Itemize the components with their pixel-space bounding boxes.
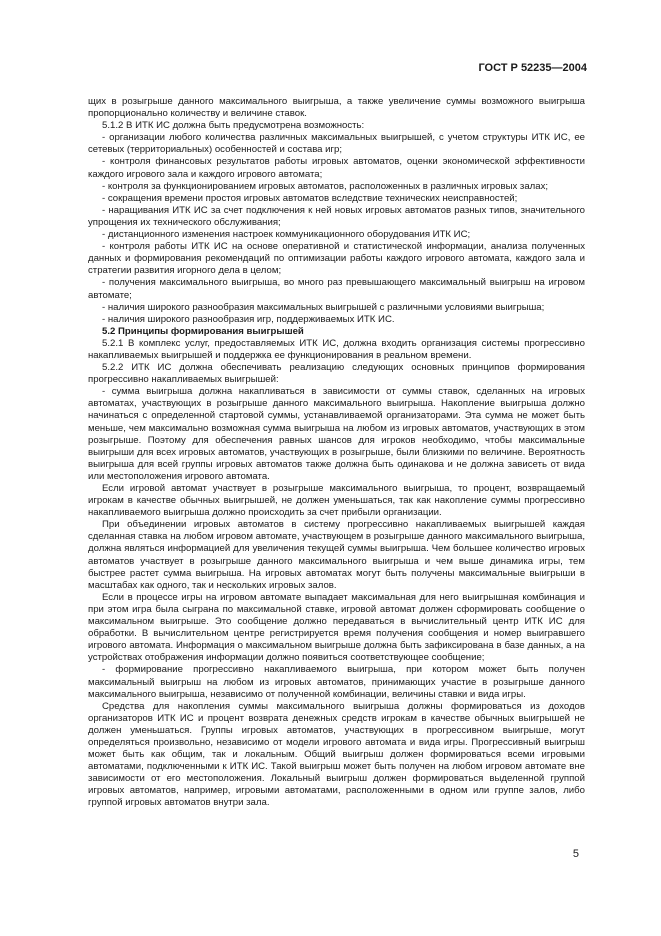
list-item: - формирование прогрессивно накапливаемого выигрыша, при котором может быть получен максимальный выигрыш на любом из игровых автоматов, принимающих участие в розыгрыше данного максимального выигрыша, независимо от полученной комбинации, величины ставки и вида игры. (88, 664, 585, 700)
list-item: - дистанционного изменения настроек коммуникационного оборудования ИТК ИС; (102, 229, 471, 241)
list-item: - контроля финансовых результатов работы игровых автоматов, оценки экономической эффективности каждого игрового зала и каждого игрового автомата; (88, 156, 585, 180)
document-id-header: ГОСТ Р 52235—2004 (478, 62, 587, 74)
list-item: - контроля работы ИТК ИС на основе оперативной и статистической информации, анализа полученных данных и формирования рекомендаций по оптимизации работы каждого игрового автомата, каждого зала и стратегии развития игорного дела в целом; (88, 241, 585, 277)
paragraph: щих в розыгрыше данного максимального выигрыша, а также увеличение суммы возможного выигрыша пропорционально количеству и величине ставок. (88, 96, 585, 120)
section-paragraph: 5.2.1 В комплекс услуг, предоставляемых ИТК ИС, должна входить организация системы прогрессивно накапливаемых выигрышей и поддержка ее функционирования в реальном времени. (88, 337, 585, 361)
paragraph: При объединении игровых автоматов в систему прогрессивно накапливаемых выигрышей каждая сделанная ставка на любом игровом автомате, участвующем в розыгрыше данного максимального выигрыша, должна являться информацией для увеличения текущей суммы выигрыша. Чем большее количество игровых автоматов участвует в розыгрыше данного максимального выигрыша и чем выше динамика игры, тем быстрее растет сумма выигрыша. На игровых автоматах могут быть получены максимальные выигрыши в масштабах как одного, так и нескольких игровых залов. (88, 519, 585, 591)
page-number: 5 (572, 848, 579, 860)
paragraph: Если игровой автомат участвует в розыгрыше максимального выигрыша, то процент, возвращаемый игрокам в качестве обычных выигрышей, не должен уменьшаться, так как накопление суммы прогрессивно накапливаемого выигрыша должно происходить за счет прибыли организации. (88, 483, 585, 519)
list-item: - наращивания ИТК ИС за счет подключения к ней новых игровых автоматов разных типов, значительного упрощения их технического обслуживания; (88, 204, 585, 228)
list-item: - получения максимального выигрыша, во много раз превышающего максимальный выигрыш на игровом автомате; (88, 277, 585, 301)
list-item: - организации любого количества различных максимальных выигрышей, с учетом структуры ИТК ИС, ее сетевых (территориальных) особенностей и состава игр; (88, 132, 585, 156)
list-item: - сумма выигрыша должна накапливаться в зависимости от суммы ставок, сделанных на игровых автоматах, участвующих в розыгрыше данного максимального выигрыша. Накопление выигрыша должно начинаться с определенной стартовой суммы, устанавливаемой организаторами. Эта сумма не может быть меньше, чем максимально возможная сумма выигрыша на любом из игровых автоматов, участвующих в этом розыгрыше. Поэтому для обеспечения равных шансов для игроков необходимо, чтобы максимальные выигрыши для всех игровых автоматов, участвующих в розыгрыше, были близкими по величине. Вероятность выигрыша для всей группы игровых автоматов также должна быть одинакова и не должна зависеть от вида или местоположения игрового автомата. (88, 386, 585, 482)
list-item: - наличия широкого разнообразия максимальных выигрышей с различными условиями выигрыша; (102, 301, 545, 313)
section-paragraph: 5.1.2 В ИТК ИС должна быть предусмотрена возможность: (102, 120, 365, 132)
paragraph: Если в процессе игры на игровом автомате выпадает максимальная для него выигрышная комбинация и при этом игра была сыграна по максимальной ставке, игровой автомат должен сформировать сообщение о максимальном выигрыше. Это сообщение должно передаваться в вычислительный центр ИТК ИС для обработки. В вычислительном центре регистрируется время получения сообщения и номер выигравшего игрового автомата. Информация о максимальном выигрыше должна быть зафиксирована в базе данных, а на устройствах отображения информации должно появиться соответствующее сообщение; (88, 591, 585, 664)
section-paragraph: 5.2.2 ИТК ИС должна обеспечивать реализацию следующих основных принципов формирования прогрессивно накапливаемых выигрышей: (88, 362, 585, 386)
list-item: - наличия широкого разнообразия игр, поддерживаемых ИТК ИС. (102, 313, 395, 325)
document-body (88, 96, 585, 810)
list-item: - сокращения времени простоя игровых автоматов вследствие технических неисправностей; (102, 192, 518, 204)
section-heading: 5.2 Принципы формирования выигрышей (102, 325, 304, 337)
paragraph: Средства для накопления суммы максимального выигрыша должны формироваться из доходов организаторов ИТК ИС и процент возврата денежных средств игрокам в качестве обычных выигрышей не должен уменьшаться. Группы игровых автоматов, участвующих в прогрессивном выигрыше, могут определяться произвольно, независимо от модели игрового автомата и вида игры. Прогрессивный выигрыш может быть как общим, так и локальным. Общий выигрыш должен формироваться всеми игровыми автоматами, подключенными к ИТК ИС. Такой выигрыш может быть получен на любом игровом автомате вне зависимости от его местоположения. Локальный выигрыш должен формироваться выделенной группой игровых автоматов, например, игровыми автоматами, расположенными в одном или группе залов, либо группой игровых автоматов внутри зала. (88, 700, 585, 809)
list-item: - контроля за функционированием игровых автоматов, расположенных в различных игровых залах; (102, 180, 549, 192)
